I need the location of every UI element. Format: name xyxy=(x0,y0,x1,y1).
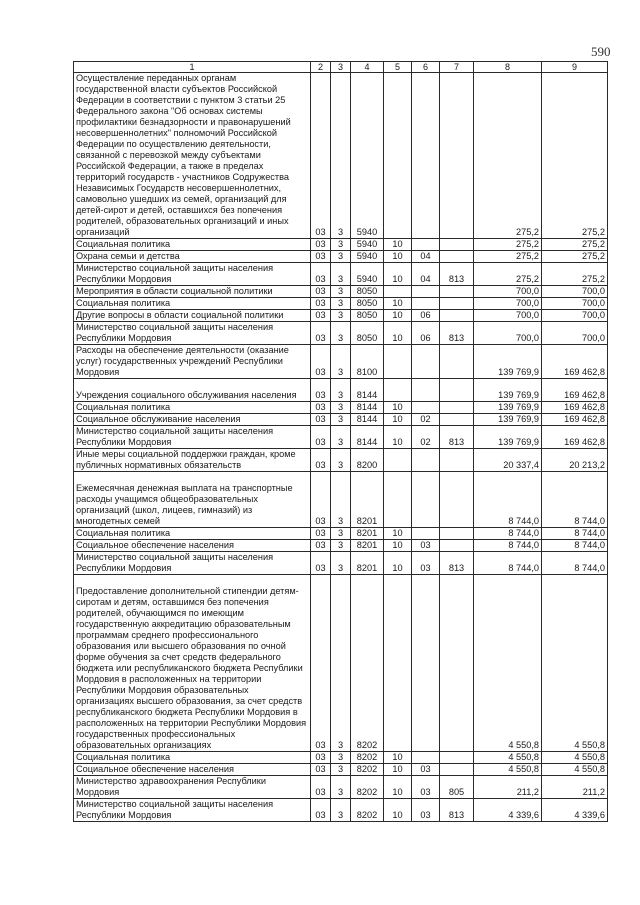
subdivision-code-cell: 02 xyxy=(412,426,440,449)
subdivision-code-cell: 03 xyxy=(412,799,440,822)
subdivision-code-cell xyxy=(412,286,440,298)
amount-year2-cell: 4 550,8 xyxy=(542,752,608,764)
target-article-cell: 8202 xyxy=(351,575,384,752)
target-article-cell: 8201 xyxy=(351,528,384,540)
expense-type-cell xyxy=(440,528,474,540)
target-article-cell: 8144 xyxy=(351,379,384,402)
division-code-cell: 10 xyxy=(384,764,412,776)
expense-type-cell xyxy=(440,345,474,379)
amount-year2-cell: 8 744,0 xyxy=(542,528,608,540)
section-code-cell: 03 xyxy=(311,298,331,310)
division-code-cell: 10 xyxy=(384,322,412,345)
expense-type-cell xyxy=(440,310,474,322)
column-header: 2 xyxy=(311,62,331,73)
row-name-cell: Министерство социальной защиты населения Республики Мордовия xyxy=(74,263,311,286)
amount-year1-cell: 139 769,9 xyxy=(474,379,542,402)
target-article-cell: 5940 xyxy=(351,73,384,239)
row-name-cell: Министерство социальной защиты населения Республики Мордовия xyxy=(74,799,311,822)
subsection-code-cell: 3 xyxy=(331,799,351,822)
table-row xyxy=(74,764,608,776)
row-name-cell: Мероприятия в области социальной политики xyxy=(74,286,311,298)
subsection-code-cell: 3 xyxy=(331,345,351,379)
subsection-code-cell: 3 xyxy=(331,251,351,263)
subdivision-code-cell xyxy=(412,472,440,528)
table-row xyxy=(74,528,608,540)
row-name-cell: Ежемесячная денежная выплата на транспортные расходы учащимся общеобразовательных организаций (школ, лицеев, гимназий) из многодетных семей xyxy=(74,472,311,528)
amount-year1-cell: 139 769,9 xyxy=(474,414,542,426)
row-name-cell: Социальная политика xyxy=(74,298,311,310)
table-row xyxy=(74,575,608,752)
row-name-cell: Осуществление переданных органам государственной власти субъектов Российской Федерации в соответствии с пунктом 3 статьи 25 Федерального закона "Об основах системы профилактики безнадзорности и правонарушений несовершеннолетних" полномочий Российской Федерации по осуществлению деятельности, связанной с перевозкой между субъектами Российской Федерации, а также в пределах территорий государств - участников Содружества Независимых Государств несовершеннолетних, самовольно ушедших из семей, организаций для детей-сирот и детей, оставшихся без попечения родителей, образовательных организаций и иных организаций xyxy=(74,73,311,239)
column-header: 6 xyxy=(412,62,440,73)
subsection-code-cell: 3 xyxy=(331,426,351,449)
subdivision-code-cell xyxy=(412,298,440,310)
amount-year1-cell: 4 550,8 xyxy=(474,752,542,764)
amount-year1-cell: 8 744,0 xyxy=(474,552,542,575)
row-name-cell: Социальная политика xyxy=(74,528,311,540)
subdivision-code-cell xyxy=(412,449,440,472)
table-row xyxy=(74,379,608,402)
subdivision-code-cell xyxy=(412,73,440,239)
subsection-code-cell: 3 xyxy=(331,310,351,322)
table-row xyxy=(74,298,608,310)
table-row xyxy=(74,799,608,822)
amount-year1-cell: 139 769,9 xyxy=(474,345,542,379)
amount-year1-cell: 8 744,0 xyxy=(474,528,542,540)
amount-year1-cell: 700,0 xyxy=(474,286,542,298)
subdivision-code-cell: 02 xyxy=(412,414,440,426)
subsection-code-cell: 3 xyxy=(331,540,351,552)
amount-year1-cell: 275,2 xyxy=(474,73,542,239)
amount-year1-cell: 8 744,0 xyxy=(474,540,542,552)
division-code-cell xyxy=(384,286,412,298)
row-name-cell: Министерство социальной защиты населения Республики Мордовия xyxy=(74,552,311,575)
division-code-cell: 10 xyxy=(384,239,412,251)
amount-year2-cell: 275,2 xyxy=(542,263,608,286)
section-code-cell: 03 xyxy=(311,414,331,426)
division-code-cell: 10 xyxy=(384,540,412,552)
target-article-cell: 8050 xyxy=(351,286,384,298)
amount-year2-cell: 8 744,0 xyxy=(542,472,608,528)
division-code-cell: 10 xyxy=(384,310,412,322)
amount-year1-cell: 4 339,6 xyxy=(474,799,542,822)
subsection-code-cell: 3 xyxy=(331,239,351,251)
row-name-cell: Другие вопросы в области социальной политики xyxy=(74,310,311,322)
section-code-cell: 03 xyxy=(311,322,331,345)
division-code-cell xyxy=(384,73,412,239)
amount-year1-cell: 8 744,0 xyxy=(474,472,542,528)
row-name-cell: Предоставление дополнительной стипендии детям-сиротам и детям, оставшимся без попечения родителей, обучающимся по имеющим государственную аккредитацию образовательным программам среднего профессионального образования или высшего образования по очной форме обучения за счет средств федерального бюджета или республиканского бюджета Республики Мордовия в расположенных на территории Республики Мордовия образовательных организациях высшего образования, за счет средств республиканского бюджета Республики Мордовия в расположенных на территории Республики Мордовия государственных профессиональных образовательных организациях xyxy=(74,575,311,752)
column-header: 8 xyxy=(474,62,542,73)
target-article-cell: 8050 xyxy=(351,298,384,310)
section-code-cell: 03 xyxy=(311,764,331,776)
section-code-cell: 03 xyxy=(311,752,331,764)
division-code-cell xyxy=(384,345,412,379)
expense-type-cell xyxy=(440,73,474,239)
expense-type-cell xyxy=(440,251,474,263)
subdivision-code-cell xyxy=(412,575,440,752)
amount-year1-cell: 700,0 xyxy=(474,298,542,310)
table-header-row xyxy=(74,62,608,73)
table-row xyxy=(74,322,608,345)
subdivision-code-cell xyxy=(412,402,440,414)
expense-type-cell xyxy=(440,575,474,752)
target-article-cell: 8144 xyxy=(351,426,384,449)
expense-type-cell xyxy=(440,764,474,776)
subsection-code-cell: 3 xyxy=(331,449,351,472)
subdivision-code-cell: 04 xyxy=(412,263,440,286)
target-article-cell: 5940 xyxy=(351,251,384,263)
subsection-code-cell: 3 xyxy=(331,73,351,239)
target-article-cell: 8201 xyxy=(351,552,384,575)
row-name-cell: Расходы на обеспечение деятельности (оказание услуг) государственных учреждений Республики Мордовия xyxy=(74,345,311,379)
subdivision-code-cell: 04 xyxy=(412,251,440,263)
subsection-code-cell: 3 xyxy=(331,298,351,310)
amount-year1-cell: 139 769,9 xyxy=(474,402,542,414)
subsection-code-cell: 3 xyxy=(331,414,351,426)
target-article-cell: 8202 xyxy=(351,764,384,776)
subsection-code-cell: 3 xyxy=(331,528,351,540)
column-header: 4 xyxy=(351,62,384,73)
page-number: 590 xyxy=(591,44,611,59)
subsection-code-cell: 3 xyxy=(331,322,351,345)
target-article-cell: 8144 xyxy=(351,402,384,414)
section-code-cell: 03 xyxy=(311,426,331,449)
target-article-cell: 8202 xyxy=(351,799,384,822)
expense-type-cell: 813 xyxy=(440,552,474,575)
amount-year2-cell: 700,0 xyxy=(542,322,608,345)
division-code-cell xyxy=(384,449,412,472)
subsection-code-cell: 3 xyxy=(331,472,351,528)
amount-year2-cell: 169 462,8 xyxy=(542,426,608,449)
table-row xyxy=(74,472,608,528)
table-row xyxy=(74,752,608,764)
section-code-cell: 03 xyxy=(311,251,331,263)
table-row xyxy=(74,310,608,322)
expense-type-cell xyxy=(440,449,474,472)
subsection-code-cell: 3 xyxy=(331,552,351,575)
row-name-cell: Социальное обслуживание населения xyxy=(74,414,311,426)
expense-type-cell xyxy=(440,472,474,528)
table-row xyxy=(74,552,608,575)
subsection-code-cell: 3 xyxy=(331,776,351,799)
section-code-cell: 03 xyxy=(311,345,331,379)
expense-type-cell xyxy=(440,239,474,251)
amount-year2-cell: 4 550,8 xyxy=(542,575,608,752)
section-code-cell: 03 xyxy=(311,575,331,752)
table-body xyxy=(74,73,608,822)
division-code-cell xyxy=(384,472,412,528)
row-name-cell: Учреждения социального обслуживания населения xyxy=(74,379,311,402)
section-code-cell: 03 xyxy=(311,239,331,251)
amount-year1-cell: 4 550,8 xyxy=(474,575,542,752)
expense-type-cell: 805 xyxy=(440,776,474,799)
table-row xyxy=(74,73,608,239)
target-article-cell: 8100 xyxy=(351,345,384,379)
amount-year2-cell: 169 462,8 xyxy=(542,414,608,426)
amount-year2-cell: 4 339,6 xyxy=(542,799,608,822)
section-code-cell: 03 xyxy=(311,799,331,822)
expense-type-cell xyxy=(440,379,474,402)
table-row xyxy=(74,263,608,286)
amount-year1-cell: 139 769,9 xyxy=(474,426,542,449)
target-article-cell: 8202 xyxy=(351,776,384,799)
section-code-cell: 03 xyxy=(311,528,331,540)
amount-year1-cell: 275,2 xyxy=(474,239,542,251)
amount-year2-cell: 700,0 xyxy=(542,298,608,310)
expense-type-cell xyxy=(440,540,474,552)
division-code-cell: 10 xyxy=(384,414,412,426)
table-row xyxy=(74,239,608,251)
table-row xyxy=(74,776,608,799)
amount-year2-cell: 700,0 xyxy=(542,310,608,322)
table-row xyxy=(74,426,608,449)
column-header: 5 xyxy=(384,62,412,73)
division-code-cell: 10 xyxy=(384,552,412,575)
amount-year2-cell: 169 462,8 xyxy=(542,345,608,379)
amount-year1-cell: 211,2 xyxy=(474,776,542,799)
target-article-cell: 8201 xyxy=(351,472,384,528)
expense-type-cell: 813 xyxy=(440,263,474,286)
amount-year2-cell: 8 744,0 xyxy=(542,540,608,552)
column-header: 1 xyxy=(74,62,311,73)
row-name-cell: Министерство социальной защиты населения Республики Мордовия xyxy=(74,426,311,449)
subsection-code-cell: 3 xyxy=(331,752,351,764)
amount-year1-cell: 700,0 xyxy=(474,310,542,322)
column-header: 7 xyxy=(440,62,474,73)
table-row xyxy=(74,402,608,414)
row-name-cell: Социальное обеспечение населения xyxy=(74,540,311,552)
budget-table xyxy=(73,61,608,822)
division-code-cell xyxy=(384,379,412,402)
division-code-cell: 10 xyxy=(384,799,412,822)
subsection-code-cell: 3 xyxy=(331,286,351,298)
amount-year2-cell: 169 462,8 xyxy=(542,402,608,414)
target-article-cell: 8202 xyxy=(351,752,384,764)
subdivision-code-cell xyxy=(412,379,440,402)
table-row xyxy=(74,345,608,379)
amount-year2-cell: 20 213,2 xyxy=(542,449,608,472)
division-code-cell: 10 xyxy=(384,263,412,286)
subsection-code-cell: 3 xyxy=(331,575,351,752)
amount-year2-cell: 275,2 xyxy=(542,251,608,263)
subsection-code-cell: 3 xyxy=(331,402,351,414)
amount-year1-cell: 700,0 xyxy=(474,322,542,345)
row-name-cell: Социальная политика xyxy=(74,402,311,414)
expense-type-cell xyxy=(440,298,474,310)
row-name-cell: Министерство социальной защиты населения Республики Мордовия xyxy=(74,322,311,345)
amount-year2-cell: 4 550,8 xyxy=(542,764,608,776)
amount-year1-cell: 275,2 xyxy=(474,263,542,286)
subsection-code-cell: 3 xyxy=(331,764,351,776)
row-name-cell: Охрана семьи и детства xyxy=(74,251,311,263)
subdivision-code-cell xyxy=(412,752,440,764)
target-article-cell: 8144 xyxy=(351,414,384,426)
subsection-code-cell: 3 xyxy=(331,263,351,286)
target-article-cell: 8050 xyxy=(351,310,384,322)
section-code-cell: 03 xyxy=(311,540,331,552)
row-name-cell: Социальная политика xyxy=(74,239,311,251)
amount-year2-cell: 8 744,0 xyxy=(542,552,608,575)
subdivision-code-cell: 06 xyxy=(412,322,440,345)
subdivision-code-cell xyxy=(412,345,440,379)
amount-year2-cell: 211,2 xyxy=(542,776,608,799)
target-article-cell: 5940 xyxy=(351,239,384,251)
target-article-cell: 8200 xyxy=(351,449,384,472)
row-name-cell: Министерство здравоохранения Республики Мордовия xyxy=(74,776,311,799)
division-code-cell: 10 xyxy=(384,776,412,799)
section-code-cell: 03 xyxy=(311,310,331,322)
amount-year2-cell: 275,2 xyxy=(542,73,608,239)
subdivision-code-cell: 03 xyxy=(412,540,440,552)
section-code-cell: 03 xyxy=(311,552,331,575)
target-article-cell: 5940 xyxy=(351,263,384,286)
table-row xyxy=(74,251,608,263)
table-row xyxy=(74,540,608,552)
section-code-cell: 03 xyxy=(311,449,331,472)
division-code-cell: 10 xyxy=(384,528,412,540)
expense-type-cell: 813 xyxy=(440,322,474,345)
subdivision-code-cell: 03 xyxy=(412,776,440,799)
target-article-cell: 8201 xyxy=(351,540,384,552)
amount-year1-cell: 4 550,8 xyxy=(474,764,542,776)
column-header: 9 xyxy=(542,62,608,73)
expense-type-cell xyxy=(440,286,474,298)
expense-type-cell xyxy=(440,402,474,414)
target-article-cell: 8050 xyxy=(351,322,384,345)
section-code-cell: 03 xyxy=(311,472,331,528)
subsection-code-cell: 3 xyxy=(331,379,351,402)
section-code-cell: 03 xyxy=(311,776,331,799)
amount-year2-cell: 169 462,8 xyxy=(542,379,608,402)
row-name-cell: Иные меры социальной поддержки граждан, кроме публичных нормативных обязательств xyxy=(74,449,311,472)
expense-type-cell: 813 xyxy=(440,426,474,449)
column-header: 3 xyxy=(331,62,351,73)
section-code-cell: 03 xyxy=(311,73,331,239)
row-name-cell: Социальная политика xyxy=(74,752,311,764)
amount-year2-cell: 275,2 xyxy=(542,239,608,251)
table-row xyxy=(74,286,608,298)
division-code-cell: 10 xyxy=(384,426,412,449)
subdivision-code-cell: 03 xyxy=(412,552,440,575)
amount-year1-cell: 275,2 xyxy=(474,251,542,263)
expense-type-cell: 813 xyxy=(440,799,474,822)
division-code-cell xyxy=(384,575,412,752)
amount-year2-cell: 700,0 xyxy=(542,286,608,298)
subdivision-code-cell: 03 xyxy=(412,764,440,776)
table-row xyxy=(74,449,608,472)
section-code-cell: 03 xyxy=(311,379,331,402)
row-name-cell: Социальное обеспечение населения xyxy=(74,764,311,776)
division-code-cell: 10 xyxy=(384,298,412,310)
subdivision-code-cell xyxy=(412,528,440,540)
subdivision-code-cell: 06 xyxy=(412,310,440,322)
subdivision-code-cell xyxy=(412,239,440,251)
expense-type-cell xyxy=(440,752,474,764)
section-code-cell: 03 xyxy=(311,263,331,286)
division-code-cell: 10 xyxy=(384,251,412,263)
expense-type-cell xyxy=(440,414,474,426)
division-code-cell: 10 xyxy=(384,402,412,414)
amount-year1-cell: 20 337,4 xyxy=(474,449,542,472)
section-code-cell: 03 xyxy=(311,286,331,298)
section-code-cell: 03 xyxy=(311,402,331,414)
table-row xyxy=(74,414,608,426)
division-code-cell: 10 xyxy=(384,752,412,764)
